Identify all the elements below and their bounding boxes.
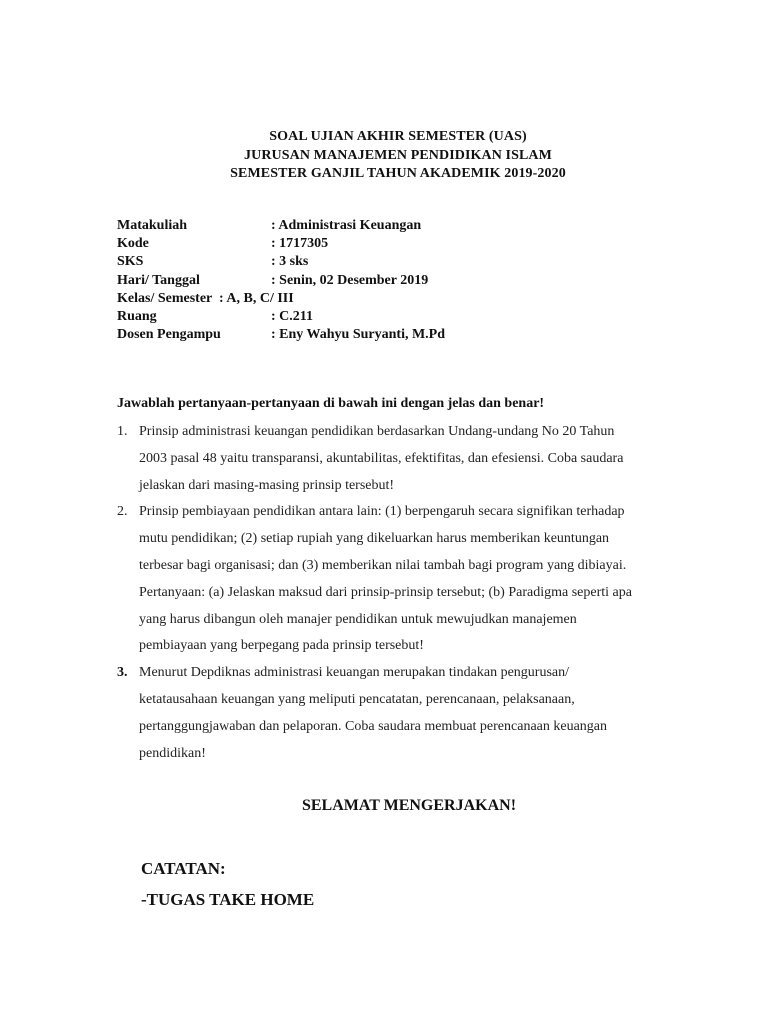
notes-title: CATATAN: [141, 859, 226, 878]
exam-header [0, 128, 768, 184]
question-line: pembiayaan yang berpegang pada prinsip tersebut! [139, 638, 424, 654]
course-info-value: : C.211 [271, 308, 313, 324]
course-info-value: : Eny Wahyu Suryanti, M.Pd [271, 327, 446, 343]
question-line: Prinsip pembiayaan pendidikan antara lain: (1) berpengaruh secara signifikan terhadap [139, 504, 625, 520]
question-line: Menurut Depdiknas administrasi keuangan merupakan tindakan pengurusan/ [139, 665, 569, 681]
question-number: 1. [117, 424, 128, 439]
course-info-value: : Senin, 02 Desember 2019 [271, 272, 429, 288]
question-line: yang harus dibangun oleh manajer pendidikan untuk mewujudkan manajemen [139, 611, 577, 627]
question-list [117, 419, 677, 767]
question-item [117, 499, 677, 660]
question-line: pertanggungjawaban dan pelaporan. Coba saudara membuat perencanaan keuangan [139, 718, 608, 734]
question-line: jelaskan dari masing-masing prinsip tersebut! [139, 477, 395, 493]
question-line: pendidikan! [139, 745, 206, 761]
course-info-value: : 1717305 [271, 236, 329, 252]
course-info-value: : Administrasi Keuangan [271, 218, 422, 233]
header-title-line: SOAL UJIAN AKHIR SEMESTER (UAS) [269, 129, 527, 144]
question-line: Prinsip administrasi keuangan pendidikan berdasarkan Undang-undang No 20 Tahun [139, 424, 615, 439]
course-info-label: Ruang [117, 308, 157, 324]
header-department-line: JURUSAN MANAJEMEN PENDIDIKAN ISLAM [244, 147, 552, 163]
notes-item: -TUGAS TAKE HOME [141, 890, 315, 909]
question-line: mutu pendidikan; (2) setiap rupiah yang dikeluarkan harus memberikan keuntungan [139, 531, 610, 547]
closing-message: SELAMAT MENGERJAKAN! [301, 797, 517, 814]
course-info-label: Kode [117, 236, 149, 252]
question-number: 2. [117, 504, 128, 520]
question-line: ketatausahaan keuangan yang meliputi pencatatan, perencanaan, pelaksanaan, [139, 691, 575, 707]
course-info-value: : 3 sks [271, 254, 309, 270]
course-info-label: Hari/ Tanggal [117, 272, 200, 288]
course-info-label: Dosen Pengampu [117, 327, 221, 343]
question-line: Pertanyaan: (a) Jelaskan maksud dari prinsip-prinsip tersebut; (b) Paradigma seperti apa [139, 584, 632, 600]
course-info-label: SKS [117, 254, 144, 270]
course-info-inline: Kelas/ Semester : A, B, C/ III [117, 290, 294, 306]
course-info-label: Matakuliah [117, 218, 188, 233]
header-semester-line: SEMESTER GANJIL TAHUN AKADEMIK 2019-2020 [230, 166, 566, 181]
question-item [117, 419, 677, 499]
question-number: 3. [117, 665, 128, 681]
exam-instruction: Jawablah pertanyaan-pertanyaan di bawah ini dengan jelas dan benar! [117, 396, 545, 411]
question-line: 2003 pasal 48 yaitu transparansi, akuntabilitas, efektifitas, dan efesiensi. Coba saudara [139, 450, 624, 466]
question-item [117, 660, 677, 767]
question-line: terbesar bagi organisasi; dan (3) memberikan nilai tambah bagi program yang dibiayai. [139, 557, 627, 573]
